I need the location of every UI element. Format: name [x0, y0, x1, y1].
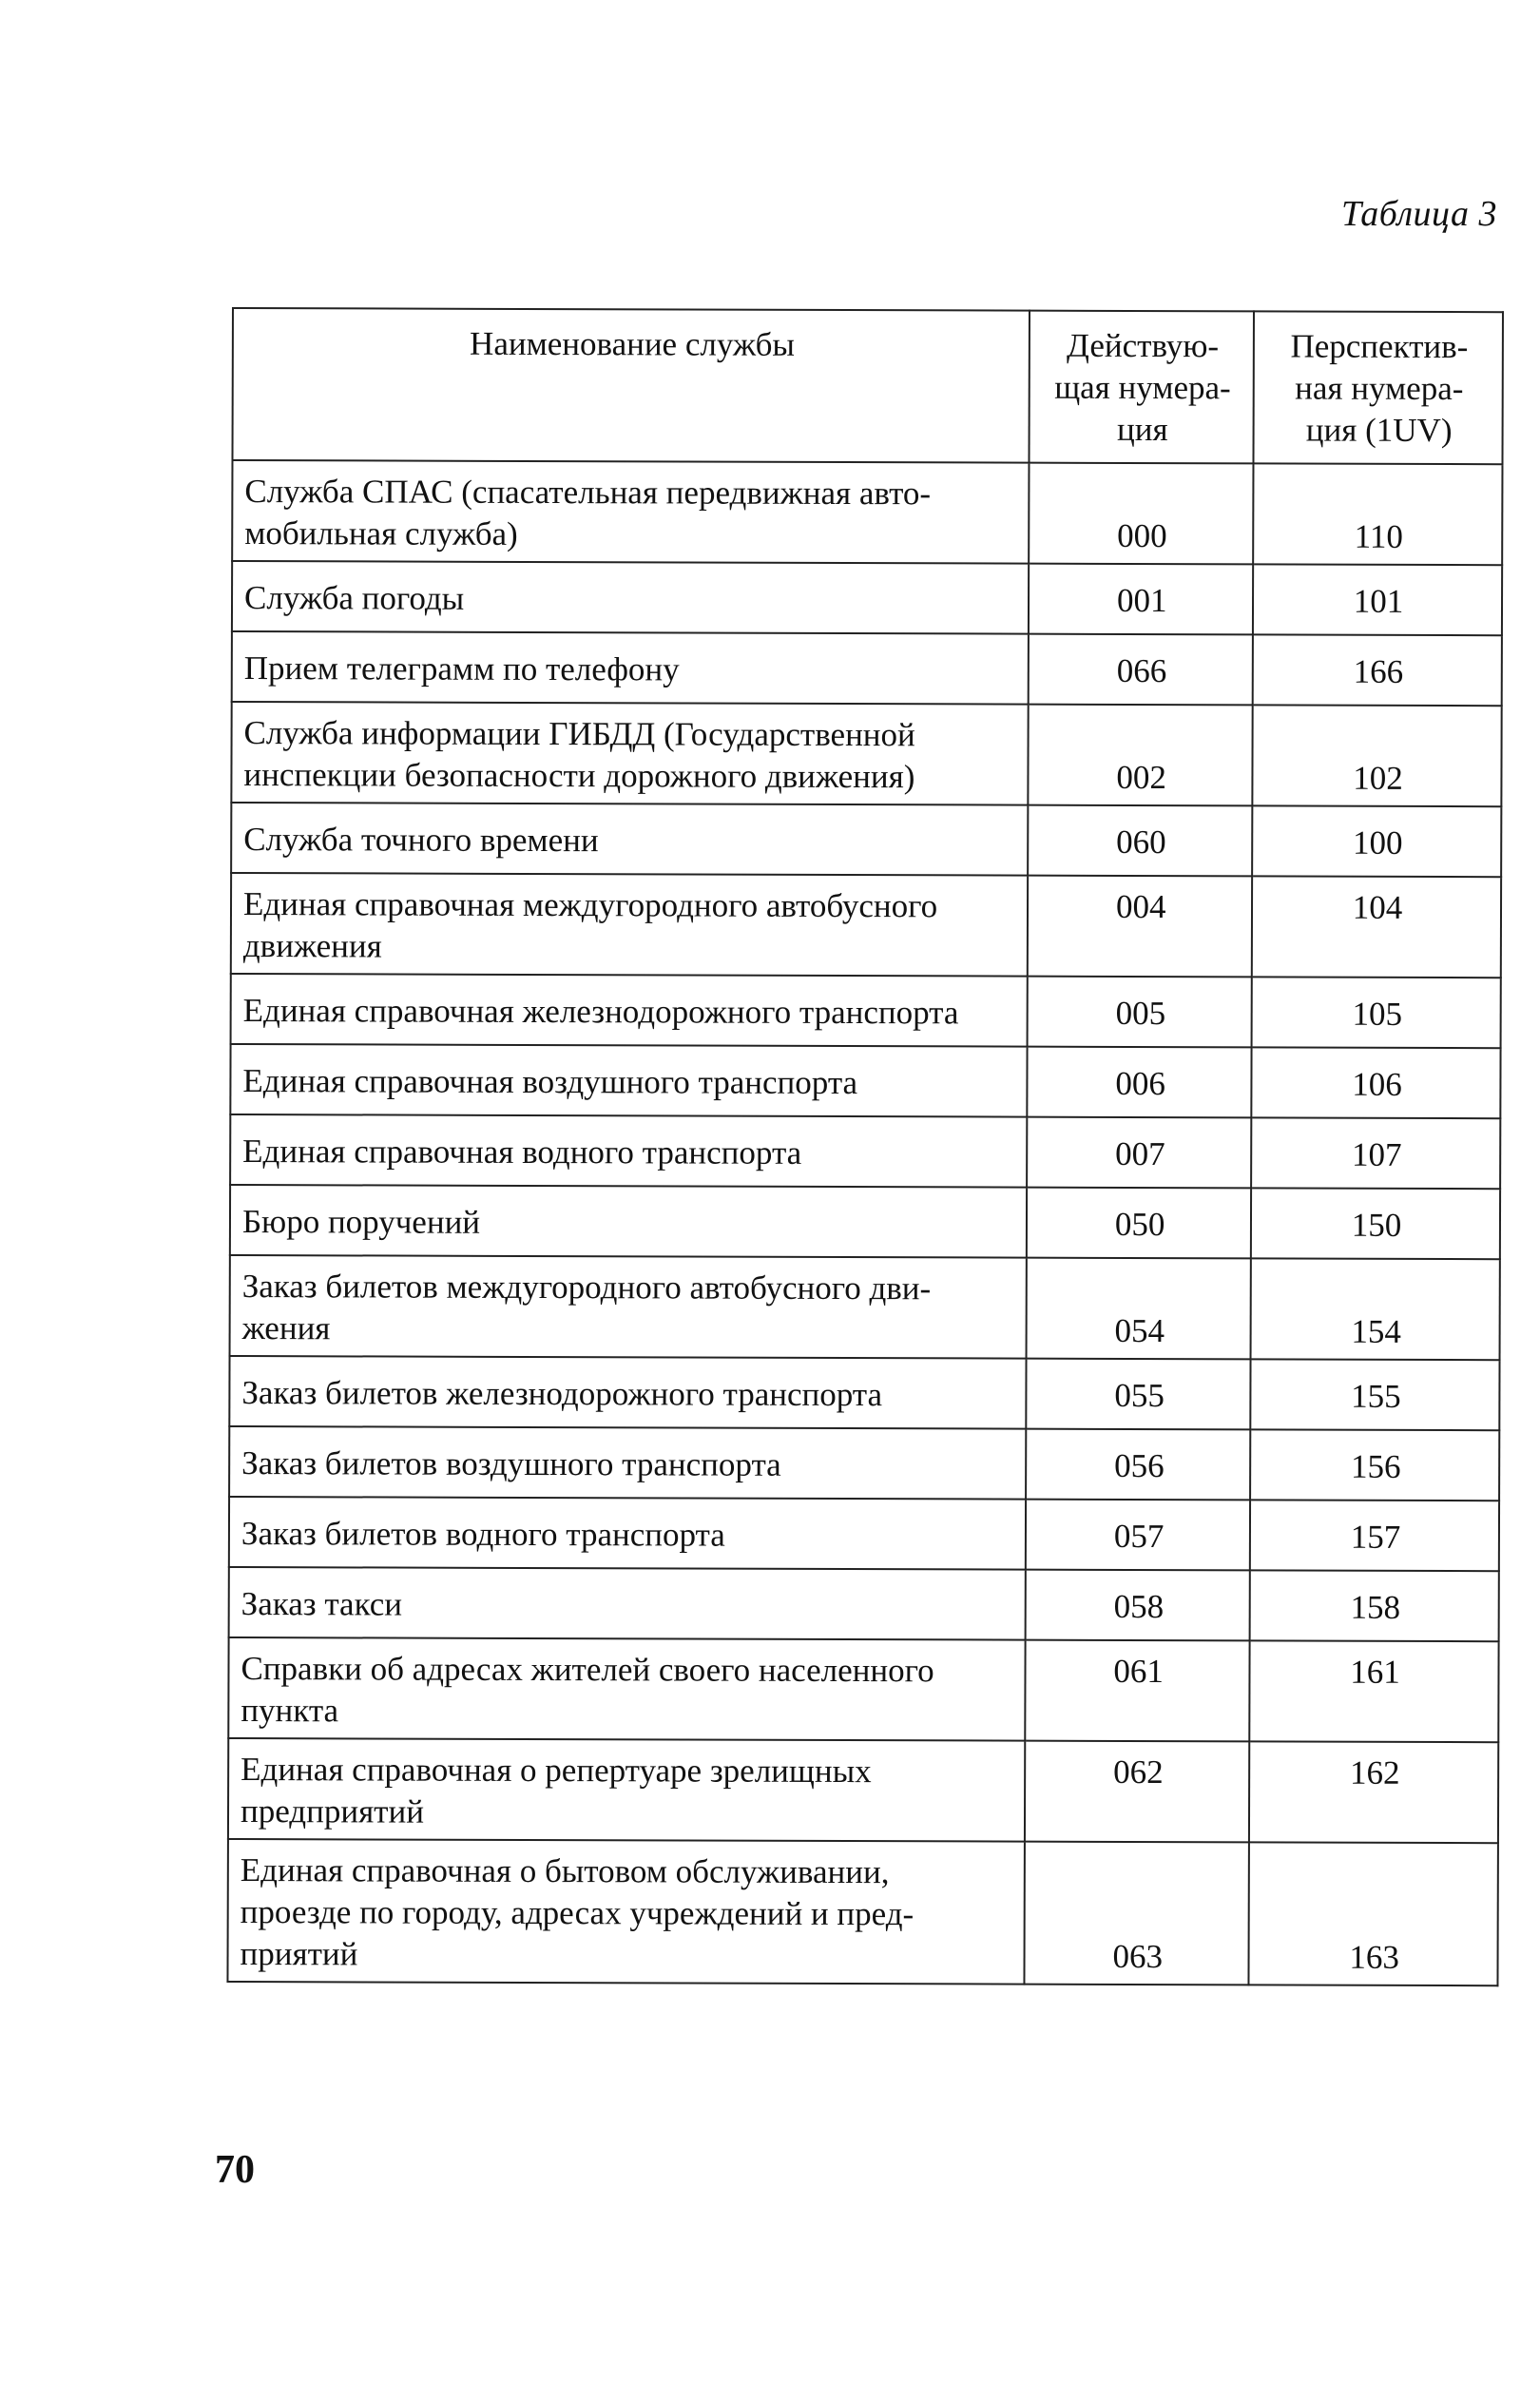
future-number-cell: 100: [1252, 805, 1501, 877]
current-number-cell: 061: [1026, 1640, 1250, 1742]
table-row: [229, 1567, 1499, 1641]
future-number-cell: 106: [1251, 1047, 1500, 1118]
table-row: [232, 460, 1502, 565]
current-number-cell: 001: [1029, 564, 1253, 635]
current-number-cell: 005: [1028, 977, 1252, 1048]
service-name-cell: Заказ билетов водного транспорта: [229, 1497, 1027, 1570]
table-row: [230, 1255, 1500, 1360]
service-name-cell: Заказ билетов междугородного автобусного дви- жения: [230, 1255, 1028, 1359]
future-number-cell: 101: [1253, 564, 1502, 635]
future-number-cell: 156: [1250, 1429, 1499, 1501]
table-row: [229, 1497, 1499, 1571]
page-number: 70: [215, 2148, 255, 2192]
current-number-cell: 007: [1027, 1117, 1251, 1189]
future-number-cell: 166: [1253, 634, 1502, 706]
table-row: [230, 1044, 1500, 1118]
table-row: [231, 974, 1501, 1048]
current-number-cell: 062: [1025, 1741, 1249, 1843]
current-number-cell: 055: [1027, 1359, 1251, 1430]
future-number-cell: 150: [1251, 1188, 1500, 1259]
service-name-cell: Служба СПАС (спасательная передвижная авто- мобильная служба): [232, 460, 1030, 564]
future-number-cell: 102: [1252, 705, 1501, 806]
current-number-cell: 057: [1026, 1500, 1250, 1571]
service-name-cell: Справки об адресах жителей своего населенного пункта: [228, 1637, 1026, 1741]
table-row: [229, 1426, 1499, 1501]
service-name-cell: Заказ такси: [229, 1567, 1027, 1640]
future-number-cell: 158: [1250, 1570, 1499, 1641]
service-name-cell: Единая справочная о бытовом обслуживании, проезде по городу, адресах учреждений и пред- приятий: [227, 1839, 1025, 1985]
service-name-cell: Единая справочная водного транспорта: [230, 1114, 1028, 1188]
table-row: [232, 631, 1502, 706]
future-number-cell: 162: [1249, 1741, 1498, 1843]
table-caption: Таблица 3: [1341, 194, 1497, 234]
future-number-cell: 161: [1249, 1640, 1498, 1742]
service-name-cell: Единая справочная о репертуаре зрелищных предприятий: [228, 1738, 1026, 1842]
table-header-row: [232, 308, 1502, 464]
service-name-cell: Бюро поручений: [230, 1185, 1028, 1258]
current-number-cell: 000: [1029, 463, 1253, 565]
current-number-cell: 006: [1028, 1047, 1252, 1118]
service-name-cell: Служба точного времени: [231, 803, 1029, 876]
table-row: [228, 1637, 1498, 1742]
future-number-cell: 157: [1250, 1500, 1499, 1571]
table-row: [230, 1185, 1500, 1259]
table-row: [231, 803, 1501, 877]
current-number-cell: 002: [1029, 705, 1253, 806]
service-name-cell: Единая справочная воздушного транспорта: [230, 1044, 1028, 1117]
future-number-cell: 163: [1249, 1842, 1498, 1985]
future-number-cell: 110: [1253, 463, 1502, 565]
current-number-cell: 066: [1029, 634, 1253, 706]
table-body: [227, 460, 1502, 1985]
services-table: [226, 307, 1504, 1986]
table-row: [231, 702, 1501, 806]
future-number-cell: 107: [1251, 1117, 1500, 1189]
service-name-cell: Заказ билетов воздушного транспорта: [229, 1426, 1027, 1500]
header-future-numbering: Перспектив- ная нумера- ция (1UV): [1254, 311, 1503, 464]
header-current-numbering: Действую- щая нумера- ция: [1030, 311, 1254, 464]
service-name-cell: Служба информации ГИБДД (Государственной инспекции безопасности дорожного движения): [231, 702, 1029, 805]
current-number-cell: 060: [1028, 805, 1252, 877]
future-number-cell: 104: [1252, 876, 1501, 978]
table-row: [232, 561, 1502, 635]
current-number-cell: 056: [1026, 1429, 1250, 1501]
service-name-cell: Заказ билетов железнодорожного транспорта: [229, 1356, 1027, 1429]
table-row: [230, 1114, 1500, 1189]
current-number-cell: 004: [1028, 876, 1252, 978]
current-number-cell: 050: [1027, 1188, 1251, 1259]
service-name-cell: Единая справочная междугородного автобусного движения: [231, 873, 1029, 977]
current-number-cell: 054: [1027, 1258, 1251, 1360]
service-name-cell: Единая справочная железнодорожного транспорта: [231, 974, 1029, 1047]
future-number-cell: 155: [1250, 1359, 1499, 1430]
table-row: [228, 1738, 1498, 1843]
future-number-cell: 105: [1252, 977, 1501, 1048]
table-row: [229, 1356, 1499, 1430]
table-row: [227, 1839, 1497, 1985]
table-row: [231, 873, 1501, 978]
service-name-cell: Прием телеграмм по телефону: [232, 631, 1030, 705]
current-number-cell: 063: [1025, 1842, 1249, 1985]
current-number-cell: 058: [1026, 1570, 1250, 1641]
future-number-cell: 154: [1251, 1258, 1500, 1360]
header-service-name: Наименование службы: [232, 308, 1030, 463]
service-name-cell: Служба погоды: [232, 561, 1030, 634]
